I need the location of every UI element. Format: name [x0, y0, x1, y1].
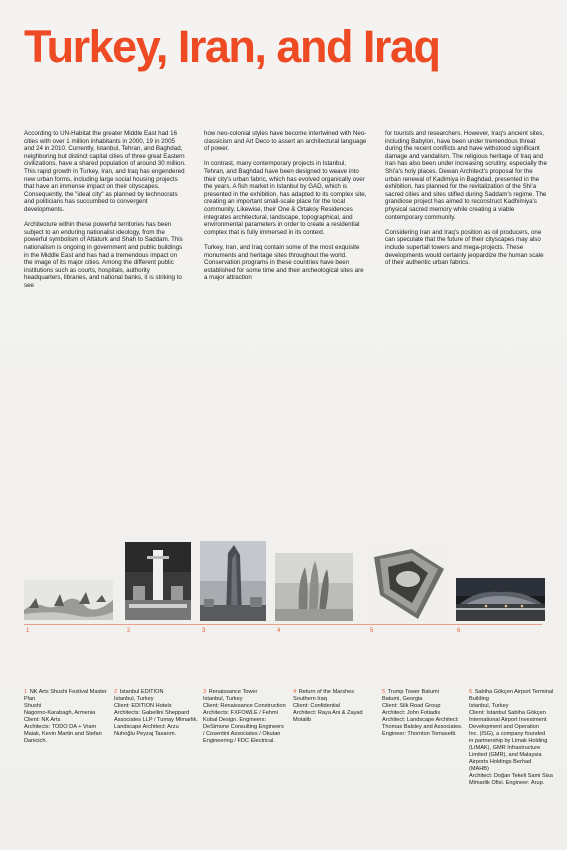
caption-line: Architect: Landscape Architect:	[382, 717, 459, 723]
image-number: 2	[127, 628, 131, 634]
caption-6	[469, 689, 553, 787]
caption-line: DeSimone Consulting Engineers	[203, 724, 284, 730]
caption-line: Client: NK Arts	[24, 717, 61, 723]
caption-3	[203, 689, 286, 745]
caption-line: (MAHB)	[469, 766, 489, 772]
image-trump-tower-batumi	[368, 547, 448, 621]
paragraph: how neo-colonial styles have become intertwined with Neo-classicism and Art Deco to assert an architectural language of power.	[204, 130, 367, 153]
text-column-2	[204, 130, 367, 289]
caption-line: Engineering / FDC Electrical.	[203, 738, 275, 744]
paragraph: Considering Iran and Iraq's position as oil producers, one can speculate that the future of their cityscapes may also include supertall towers and mega-projects. These developments would certainly jeopardize the human scale of their authentic urban fabrics.	[385, 228, 544, 267]
caption-line: Danicich.	[24, 738, 48, 744]
caption-line: Istanbul, Turkey	[114, 696, 154, 702]
caption-number: 5	[382, 689, 386, 695]
caption-line: Istanbul EDITION	[119, 689, 164, 695]
caption-line: Landscape Architect: Arzu	[114, 724, 179, 730]
caption-line: Istanbul, Turkey	[469, 703, 509, 709]
caption-line: Building	[469, 696, 489, 702]
caption-line: Maiak, Kevin Martin and Stefan	[24, 731, 102, 737]
caption-line: Nuhoğlu Peyzaj Tasarım.	[114, 731, 177, 737]
image-renaissance-tower	[200, 541, 266, 621]
caption-line: Client: Renaissance Construction	[203, 703, 286, 709]
caption-line: Architect: Raya Ani & Zayad	[293, 710, 363, 716]
image-number: 4	[277, 628, 281, 634]
caption-1	[24, 689, 107, 745]
paragraph: Architecture within these powerful territories has been subject to an enduring nationalist ideology, from the powerful symbolism of Attaturk and Shah to Saddam. This nationalism is ongoing in government and public buildings in the Middle East and has had a tremendous impact on the image of its major cities. Among the different public institutions such as courts, hospitals, authority headquarters, libraries, and national banks, it is striking to see	[24, 221, 183, 289]
caption-line: Architects: Gabellini Sheppard	[114, 710, 190, 716]
caption-line: Client: Confidential	[293, 703, 340, 709]
caption-line: Renaissance Tower	[208, 689, 258, 695]
caption-line: NK Arts Shushi Festival Master	[29, 689, 107, 695]
caption-line: Airports Holdings Berhad	[469, 759, 532, 765]
caption-line: Sabiha Gökçen Airport Terminal	[474, 689, 554, 695]
image-istanbul-edition	[125, 542, 191, 620]
image-number: 5	[370, 628, 374, 634]
caption-line: Architects: TODO DA + Vram	[24, 724, 97, 730]
paragraph: In contrast, many contemporary projects in Istanbul, Tehran, and Baghdad have been designed to weave into their city's urban fabric, which has evolved organically over the years. A fish market in Istanbul by GAD, which is presented in the exhibition, has adapted to its complex site, creating an important small-scale place for the local community. Likewise, their One & Ortakoy Residences integrates architectural, landscape, topographical, and environmental parameters in order to create a residential complex that is fully immersed in its context.	[204, 160, 367, 236]
caption-line: Inc. (ISG), a company founded	[469, 731, 546, 737]
caption-line: Architect: Doğan Tekeli Sami Sisa	[469, 773, 553, 779]
caption-2	[114, 689, 198, 738]
caption-line: Development and Operation	[469, 724, 539, 730]
caption-line: Client: Silk Road Group	[382, 703, 441, 709]
paragraph: According to UN-Habitat the greater Middle East had 16 cities with over 1 million inhabitants in 2000, 19 in 2005 and 24 in 2010. Currently, Istanbul, Tehran, and Baghdad, neighboring but distinct capital cities of three great Eastern civilizations, have a shared population of around 30 million. This rapid growth in Turkey, Iran, and Iraq has engendered new urban forms, including large social housing projects that have an immense impact on their cityscapes. Consequently, the "ideal city" as planned by technocrats and politicians has succumbed to convergent developments.	[24, 130, 186, 213]
text-column-1	[24, 130, 187, 297]
caption-line: Limited (GMR), and Malaysia	[469, 752, 542, 758]
caption-line: International Airport Investment	[469, 717, 547, 723]
image-return-of-marshes	[275, 553, 353, 621]
text-column-3	[385, 130, 548, 274]
caption-line: Engineer: Thornton Tomasetti.	[382, 731, 457, 737]
image-number: 3	[202, 628, 206, 634]
page-title: Turkey, Iran, and Iraq	[24, 21, 440, 72]
caption-line: / Cosentini Associates / Okutan	[203, 731, 281, 737]
caption-line: Motalib	[293, 717, 312, 723]
caption-line: in partnership by Limak Holding	[469, 738, 548, 744]
caption-line: Plan	[24, 696, 36, 702]
caption-line: (LIMAK), GMR Infrastructure	[469, 745, 541, 751]
caption-line: Client: EDITION Hotels	[114, 703, 172, 709]
caption-number: 1	[24, 689, 28, 695]
caption-line: Trump Tower Batumi	[387, 689, 439, 695]
caption-number: 3	[203, 689, 207, 695]
image-number: 6	[457, 628, 461, 634]
caption-5	[382, 689, 463, 738]
image-shushi-festival	[24, 580, 113, 620]
caption-line: Shushi	[24, 703, 42, 709]
caption-number: 4	[293, 689, 297, 695]
caption-line: Nagorno-Karabagh, Armenia	[24, 710, 96, 716]
image-number: 1	[26, 628, 30, 634]
image-sabiha-gokcen-airport	[456, 578, 545, 621]
paragraph: Turkey, Iran, and Iraq contain some of the most exquisite monuments and heritage sites throughout the world. Conservation programs in these countries have been established for some time and their archeological sites are a major attraction	[204, 243, 364, 282]
caption-number: 6	[469, 689, 473, 695]
caption-line: Kobal Design. Engineers:	[203, 717, 267, 723]
caption-line: Istanbul, Turkey	[203, 696, 243, 702]
caption-line: Southern Iraq	[293, 696, 327, 702]
divider-line	[24, 624, 542, 625]
caption-line: Client: Istanbul Sabiha Gökçen	[469, 710, 546, 716]
caption-line: Associates LLP / Tumay Mimarlik.	[114, 717, 198, 723]
paragraph: for tourists and researchers. However, Iraq's ancient sites, including Babylon, have been under tremendous threat during the recent conflicts and have withstood significant damage and vandalism. The religious heritage of Iraq and Iran has also been under increasing scrutiny, especially the Shi'a's holy places. Dewan Architect's proposal for the urban renewal of Kadimiya in Baghdad, presented in the exhibition, has planned for the revitalization of the Shi'a sacred cities and sites stifled during Saddam's regime. The grandiose project has aimed to reconstruct Kadhimiya's physical sacred memory while creating a viable contemporary community.	[385, 130, 547, 221]
caption-line: Thomas Balsley and Associates.	[382, 724, 463, 730]
caption-line: Mimarlik Ofisi. Engineer: Arup.	[469, 780, 545, 786]
caption-4	[293, 689, 363, 724]
caption-line: Architect: John Fotiadis	[382, 710, 441, 716]
caption-line: Architects: FXFOWLE / Fehmi	[203, 710, 278, 716]
caption-line: Batumi, Georgia	[382, 696, 423, 702]
caption-line: Return of the Marshes	[298, 689, 355, 695]
caption-number: 2	[114, 689, 118, 695]
